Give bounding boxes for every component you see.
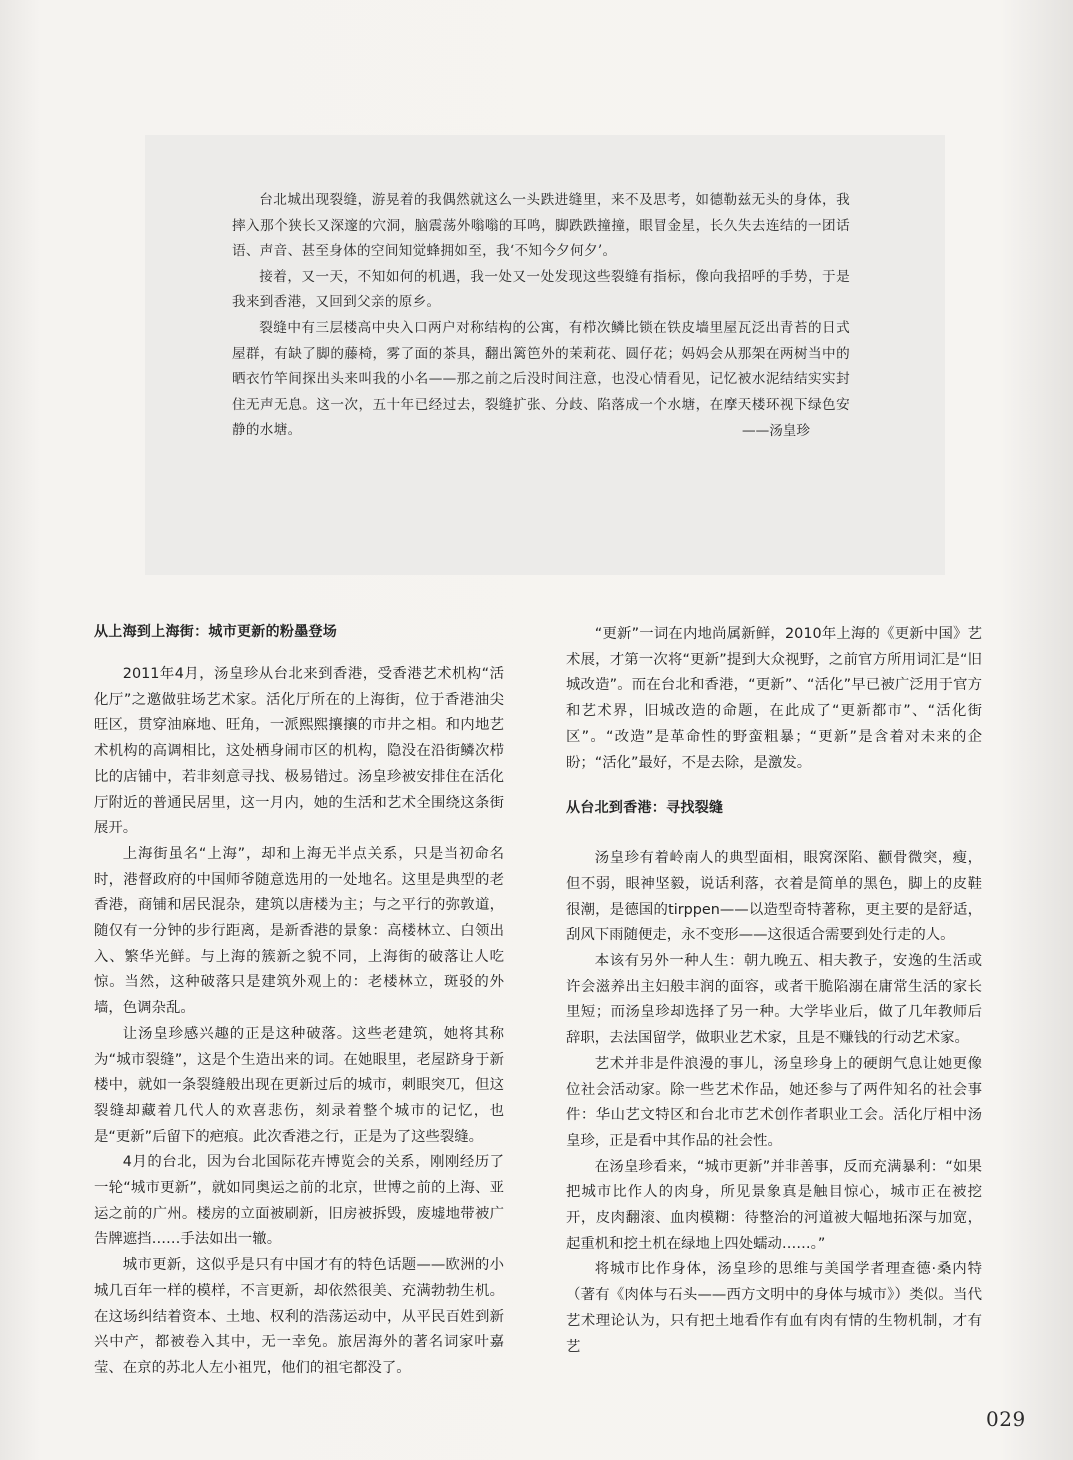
quote-author: ——汤皇珍: [742, 422, 810, 439]
section-heading: 从台北到香港：寻找裂缝: [566, 800, 724, 817]
right-column: [566, 622, 982, 1360]
page-number: 029: [986, 1407, 1026, 1431]
section-heading: 从上海到上海街：城市更新的粉墨登场: [94, 624, 338, 640]
body-paragraph: 本该有另外一种人生：朝九晚五、相夫教子，安逸的生活或许会滋养出主妇般丰润的面容，或者干脆陷溺在庸常生活的家长里短；而汤皇珍却选择了另一种。大学毕业后，做了几年教师后辞职，去法国留学，做职业艺术家，且是不赚钱的行动艺术家。: [566, 953, 982, 1047]
left-column: [94, 620, 504, 1382]
quote-paragraph: 台北城出现裂缝，游晃着的我偶然就这么一头跌进缝里，来不及思考，如德勒兹无头的身体，我摔入那个狭长又深邃的穴洞，脑震荡外嗡嗡的耳鸣，脚跌跌撞撞，眼冒金星，长久失去连结的一团话语、声音、甚至身体的空间知觉蜂拥如至，我‘不知今夕何夕’。: [232, 192, 850, 260]
body-paragraph: 2011年4月，汤皇珍从台北来到香港，受香港艺术机构“活化厅”之邀做驻场艺术家。活化厅所在的上海街，位于香港油尖旺区，贯穿油麻地、旺角，一派熙熙攘攘的市井之相。和内地艺术机构的高调相比，这处栖身闹市区的机构，隐没在沿街鳞次栉比的店铺中，若非刻意寻找、极易错过。汤皇珍被安排住在活化厅附近的普通民居里，这一月内，她的生活和艺术全围绕这条街展开。: [94, 666, 504, 837]
body-paragraph: 将城市比作身体，汤皇珍的思维与美国学者理查德·桑内特（著有《肉体与石头——西方文明中的身体与城市》）类似。当代艺术理论认为，只有把土地看作有血有肉有情的生物机制，才有艺: [566, 1261, 982, 1355]
body-paragraph: “更新”一词在内地尚属新鲜，2010年上海的《更新中国》艺术展，才第一次将“更新”提到大众视野，之前官方所用词汇是“旧城改造”。而在台北和香港，“更新”、“活化”早已被广泛用于官方和艺术界，旧城改造的命题，在此成了“更新都市”、“活化街区”。“改造”是革命性的野蛮粗暴；“更新”是含着对未来的企盼；“活化”最好，不是去除，是激发。: [566, 626, 982, 771]
body-paragraph: 4月的台北，因为台北国际花卉博览会的关系，刚刚经历了一轮“城市更新”，就如同奥运之前的北京，世博之前的上海、亚运之前的广州。楼房的立面被刷新，旧房被拆毁，废墟地带被广告牌遮挡……手法如出一辙。: [94, 1154, 504, 1248]
quote-block: [232, 188, 850, 445]
quote-paragraph: 接着，又一天，不知如何的机遇，我一处又一处发现这些裂缝有指标，像向我招呼的手势，于是我来到香港，又回到父亲的原乡。: [232, 268, 850, 311]
body-paragraph: 城市更新，这似乎是只有中国才有的特色话题——欧洲的小城几百年一样的模样，不言更新，却依然很美、充满勃勃生机。在这场纠结着资本、土地、权利的浩荡运动中，从平民百姓到新兴中产，都被卷入其中，无一幸免。旅居海外的著名词家叶嘉莹、在京的苏北人左小祖咒，他们的祖宅都没了。: [94, 1257, 504, 1376]
body-paragraph: 艺术并非是件浪漫的事儿，汤皇珍身上的硬朗气息让她更像位社会活动家。除一些艺术作品，她还参与了两件知名的社会事件：华山艺文特区和台北市艺术创作者职业工会。活化厅相中汤皇珍，正是看中其作品的社会性。: [566, 1055, 982, 1149]
body-paragraph: 上海街虽名“上海”，却和上海无半点关系，只是当初命名时，港督政府的中国师爷随意选用的一处地名。这里是典型的老香港，商铺和居民混杂，建筑以唐楼为主；与之平行的弥敦道，随仅有一分钟的步行距离，是新香港的景象：高楼林立、白领出入、繁华光鲜。与上海的簇新之貌不同，上海街的破落让人吃惊。当然，这种破落只是建筑外观上的：老楼林立，斑驳的外墙，色调杂乱。: [94, 845, 504, 1017]
body-paragraph: 在汤皇珍看来，“城市更新”并非善事，反而充满暴利：“如果把城市比作人的肉身，所见景象真是触目惊心，城市正在被挖开，皮肉翻滚、血肉模糊：待整治的河道被大幅地拓深与加宽，起重机和挖土机在绿地上四处蠕动……。”: [566, 1158, 982, 1252]
body-paragraph: 让汤皇珍感兴趣的正是这种破落。这些老建筑，她将其称为“城市裂缝”，这是个生造出来的词。在她眼里，老屋跻身于新楼中，就如一条裂缝般出现在更新过后的城市，刺眼突兀，但这裂缝却藏着几代人的欢喜悲伤，刻录着整个城市的记忆，也是“更新”后留下的疤痕。此次香港之行，正是为了这些裂缝。: [94, 1025, 504, 1145]
body-paragraph: 汤皇珍有着岭南人的典型面相，眼窝深陷、颧骨微突，瘦，但不弱，眼神坚毅，说话利落，衣着是简单的黑色，脚上的皮鞋很潮，是德国的tirppen——以造型奇特著称，更主要的是舒适，刮风下雨随便走，永不变形——这很适合需要到处行走的人。: [566, 850, 982, 944]
quote-paragraph: 裂缝中有三层楼高中央入口两户对称结构的公寓，有栉次鳞比锁在铁皮墙里屋瓦泛出青苔的日式屋群，有缺了脚的藤椅，雾了面的茶具，翻出篱笆外的茉莉花、圆仔花；妈妈会从那架在两树当中的晒衣竹竿间探出头来叫我的小名——那之前之后没时间注意，也没心情看见，记忆被水泥结结实实封住无声无息。这一次，五十年已经过去，裂缝扩张、分歧、陷落成一个水塘，在摩天楼环视下绿色安静的水塘。: [232, 319, 850, 439]
